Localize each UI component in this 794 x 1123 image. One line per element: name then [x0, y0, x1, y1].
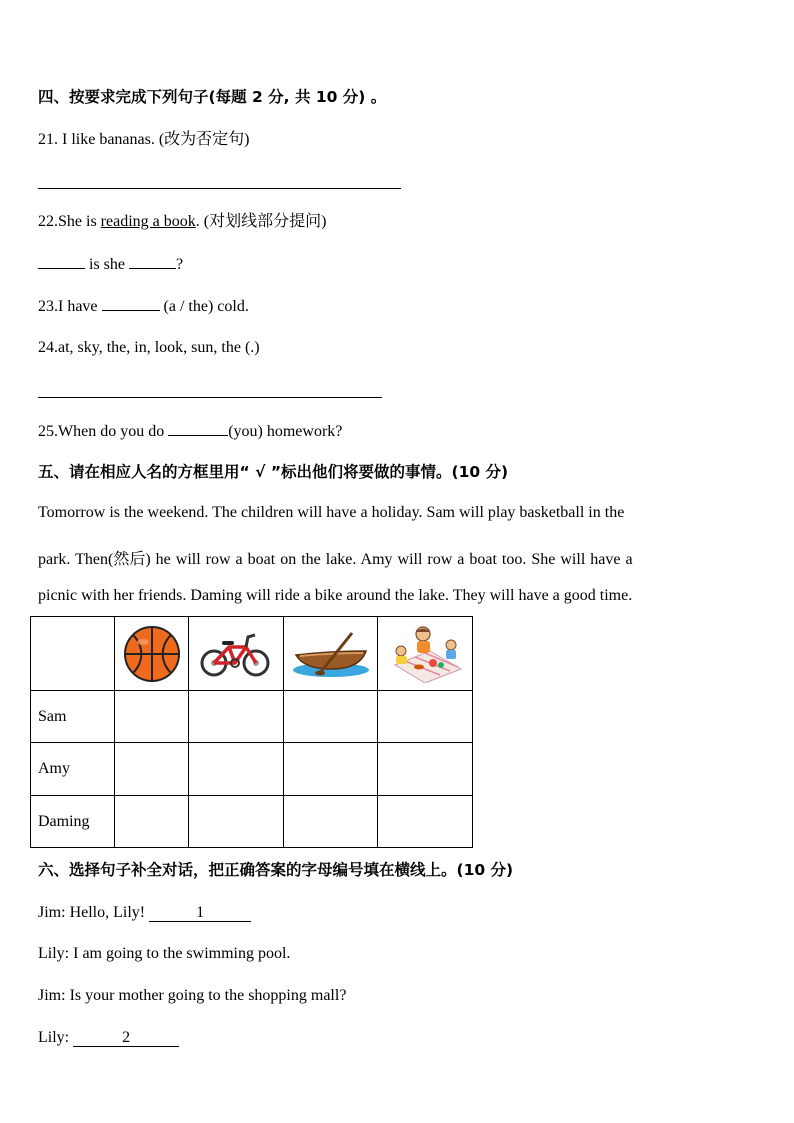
question-24: 24.at, sky, the, in, look, sun, the (.) [38, 339, 260, 356]
question-22-underlined: reading a book [100, 213, 196, 230]
row-label-daming: Daming [31, 796, 115, 848]
dialogue-line-3: Jim: Is your mother going to the shopping mall? [38, 987, 347, 1004]
table-corner-cell [31, 617, 115, 691]
checkbox-daming-bicycle[interactable] [189, 796, 284, 848]
checkbox-daming-picnic[interactable] [378, 796, 473, 848]
answer-line-24[interactable] [38, 397, 382, 398]
table-header-basketball [115, 617, 189, 691]
checkbox-sam-basketball[interactable] [115, 691, 189, 743]
row-label-sam: Sam [31, 691, 115, 743]
dialogue-line-4 [38, 1028, 179, 1048]
answer-line-21[interactable] [38, 188, 401, 189]
answer-blank-22b[interactable] [129, 254, 176, 269]
question-25-pre: 25.When do you do [38, 423, 169, 440]
table-header-row [31, 617, 473, 691]
checkbox-amy-basketball[interactable] [115, 743, 189, 796]
checkbox-sam-picnic[interactable] [378, 691, 473, 743]
checkbox-daming-rowboat[interactable] [284, 796, 378, 848]
question-21: 21. I like bananas. (改为否定句) [38, 131, 250, 148]
checkbox-sam-bicycle[interactable] [189, 691, 284, 743]
question-25-post: (you) homework? [228, 423, 343, 440]
question-25 [38, 421, 342, 442]
table-header-rowboat [284, 617, 378, 691]
activity-table [30, 616, 473, 848]
passage-line-1: Tomorrow is the weekend. The children will have a holiday. Sam will play basketball in the [38, 504, 625, 521]
answer-blank-23[interactable] [102, 296, 160, 311]
checkbox-amy-rowboat[interactable] [284, 743, 378, 796]
question-22-number: 22. [38, 213, 58, 230]
picnic-icon [385, 625, 465, 683]
row-label-amy: Amy [31, 743, 115, 796]
dialogue-line-1 [38, 903, 251, 923]
table-row [31, 691, 473, 743]
question-23-post: (a / the) cold. [159, 298, 249, 315]
question-22 [38, 212, 326, 232]
answer-blank-2[interactable]: 2 [73, 1030, 179, 1047]
checkbox-sam-rowboat[interactable] [284, 691, 378, 743]
answer-blank-25[interactable] [168, 421, 228, 436]
passage-line-2: park. Then(然后) he will row a boat on the lake. Amy will row a boat too. She will have a [38, 551, 633, 568]
question-22-answer [38, 254, 183, 275]
dialogue-line-2: Lily: I am going to the swimming pool. [38, 945, 291, 962]
question-23 [38, 296, 249, 317]
question-22-answer-end: ? [176, 256, 184, 273]
section-4-heading: 四、按要求完成下列句子(每题 2 分, 共 10 分) 。 [38, 88, 387, 106]
passage-line-3: picnic with her friends. Daming will ride a bike around the lake. They will have a good time. [38, 587, 633, 604]
rowboat-icon [290, 629, 372, 679]
question-22-answer-mid: is she [85, 256, 129, 273]
table-row [31, 796, 473, 848]
section-5-heading: 五、请在相应人名的方框里用“ √ ”标出他们将要做的事情。(10 分) [38, 463, 509, 481]
checkbox-amy-picnic[interactable] [378, 743, 473, 796]
question-22-pre: She is [58, 213, 101, 230]
table-header-bicycle [189, 617, 284, 691]
question-22-post: . (对划线部分提问) [195, 213, 327, 230]
table-header-picnic [378, 617, 473, 691]
checkbox-amy-bicycle[interactable] [189, 743, 284, 796]
answer-blank-22a[interactable] [38, 254, 85, 269]
section-6-heading: 六、选择句子补全对话，把正确答案的字母编号填在横线上。(10 分) [38, 861, 514, 879]
question-23-pre: 23.I have [38, 298, 102, 315]
table-row [31, 743, 473, 796]
dialogue-line-1-text: Jim: Hello, Lily! [38, 904, 150, 921]
basketball-icon [122, 624, 182, 684]
checkbox-daming-basketball[interactable] [115, 796, 189, 848]
bicycle-icon [199, 629, 273, 679]
dialogue-line-4-text: Lily: [38, 1029, 74, 1046]
answer-blank-1[interactable]: 1 [149, 905, 251, 922]
